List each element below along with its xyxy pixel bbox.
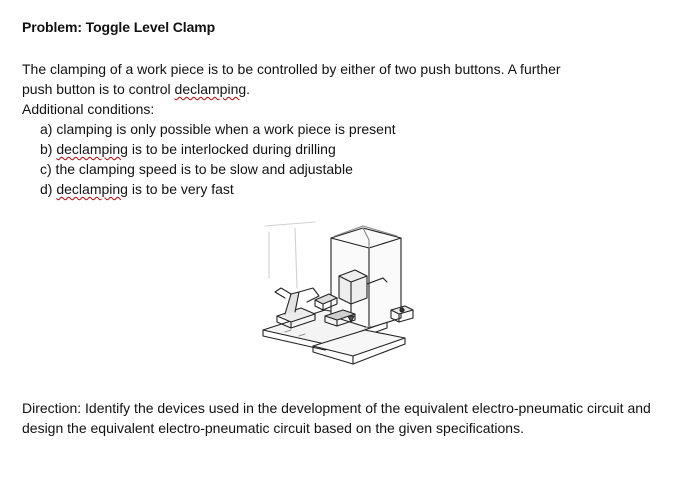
toggle-lever-clamp-illustration [255,218,425,370]
spellcheck-word-declamping: declamping [56,141,128,157]
direction-text: Direction: Identify the devices used in the development of the equivalent electro-pneumatic circuit and design the equivalent electro-pneumatic circuit based on the given specifications. [22,400,651,436]
condition-a: a) clamping is only possible when a work piece is present [40,121,396,137]
condition-b-prefix: b) [40,141,57,157]
intro-line-2-suffix: . [246,81,251,97]
condition-c: c) the clamping speed is to be slow and adjustable [40,161,353,177]
condition-d-suffix: is to be very fast [127,181,234,197]
spellcheck-word-declamping: declamping [56,181,128,197]
condition-d [40,179,662,199]
problem-description [22,59,662,199]
direction-paragraph [22,398,662,438]
condition-d-prefix: d) [40,181,57,197]
conditions-heading: Additional conditions: [22,101,155,117]
conditions-list [22,119,662,199]
intro-line-2-prefix: push button is to control [22,81,175,97]
condition-b [40,139,662,159]
intro-line-1: The clamping of a work piece is to be controlled by either of two push buttons. A further [22,61,561,77]
intro-line-2 [22,79,662,99]
spellcheck-word-declamping: declamping [174,81,247,97]
problem-title: Problem: Toggle Level Clamp [22,19,216,35]
condition-b-suffix: is to be interlocked during drilling [127,141,336,157]
